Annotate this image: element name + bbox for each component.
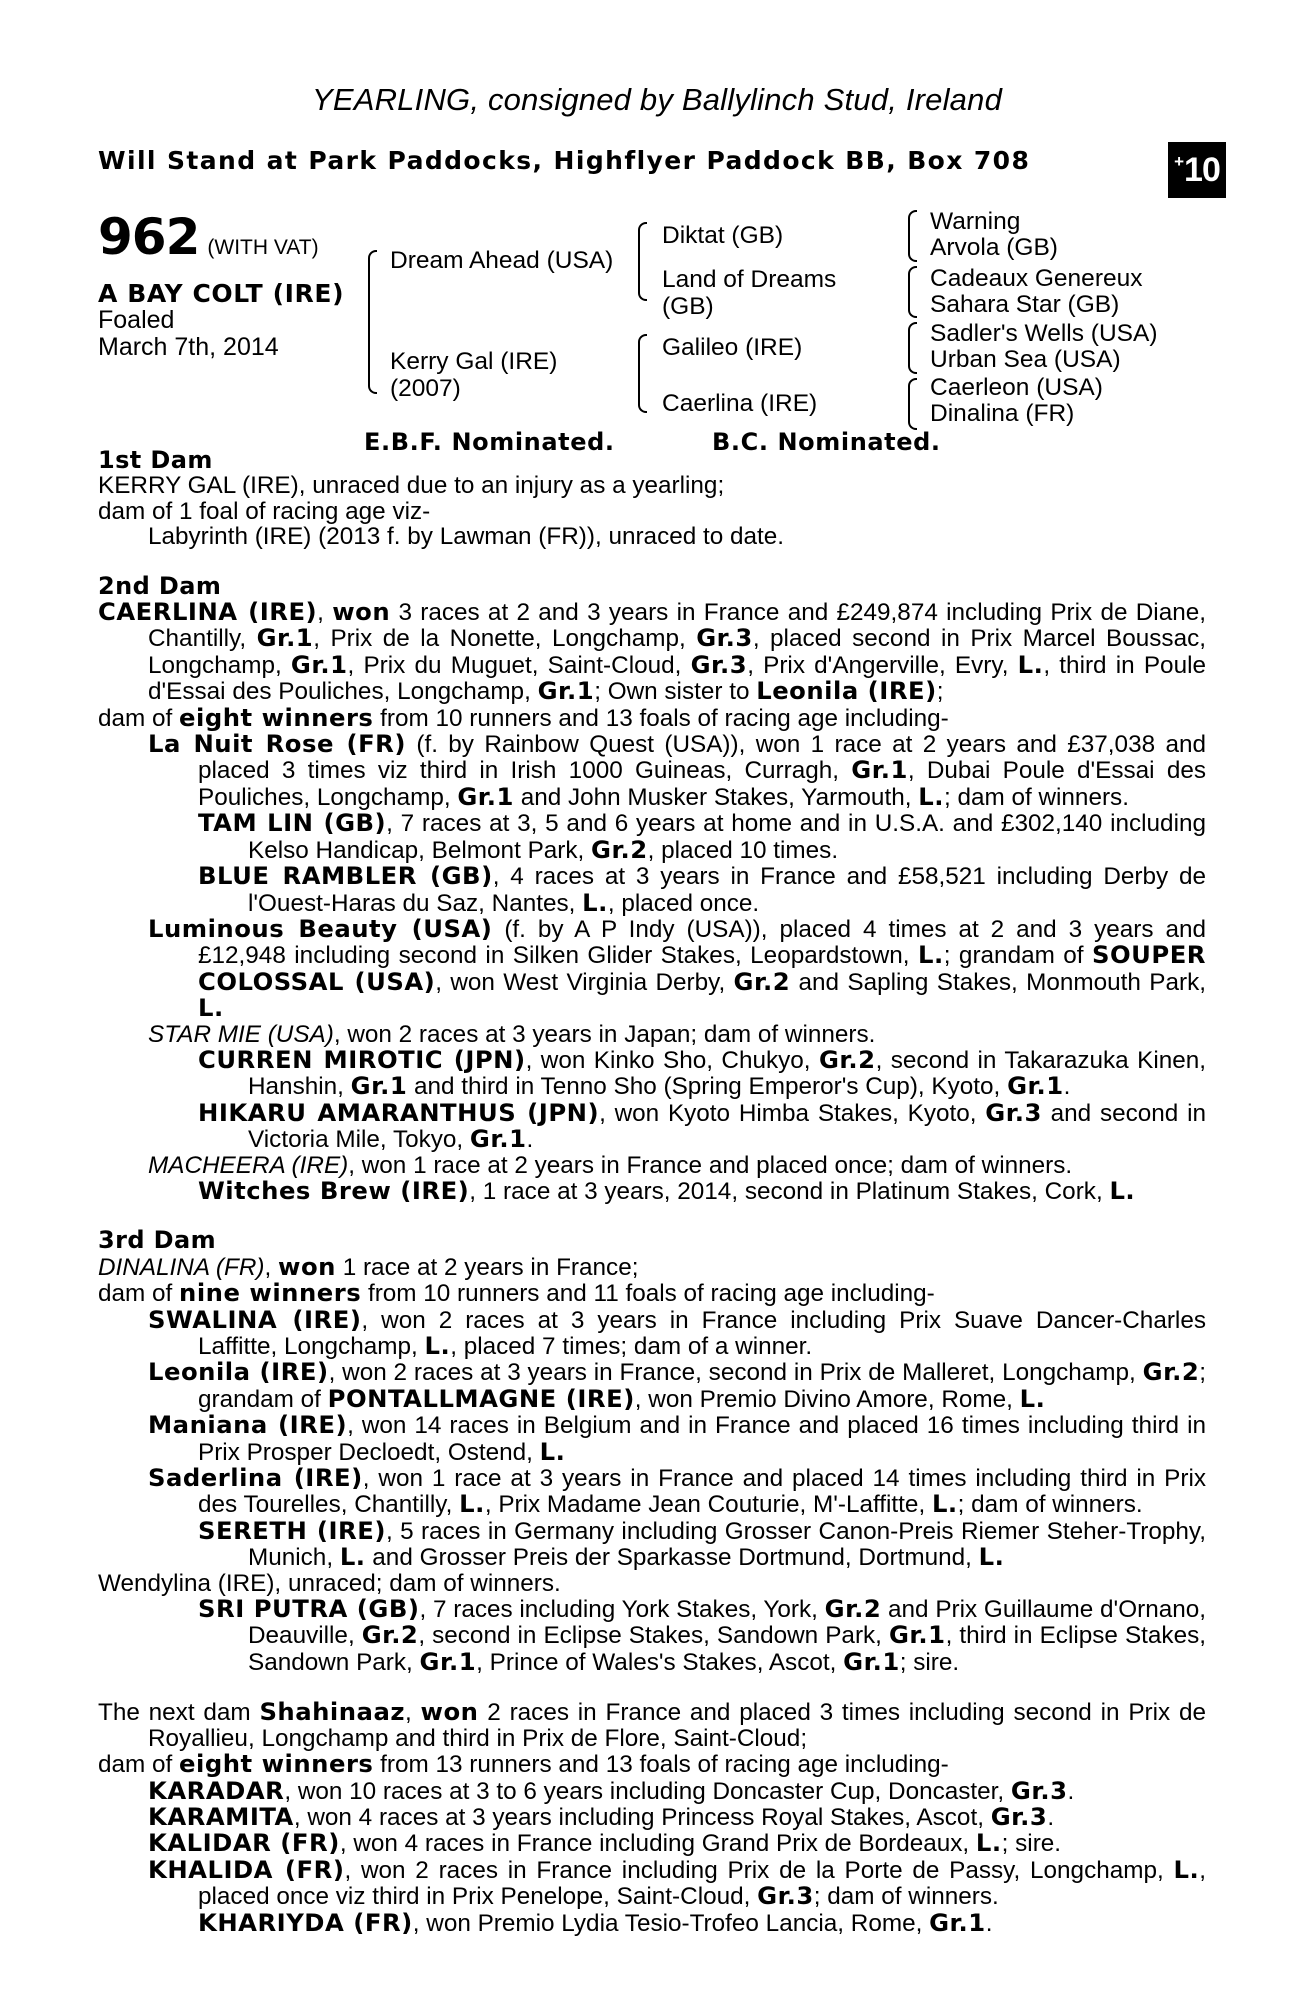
won-label: won: [332, 597, 391, 627]
pedigree-brace-ds: [908, 322, 917, 374]
produce-entry: KARAMITA, won 4 races at 3 years including Princess Royal Stakes, Ascot, Gr.3.: [148, 1801, 1055, 1831]
pedigree-dss: Sadler's Wells (USA): [930, 320, 1158, 347]
third-dam-heading: 3rd Dam: [98, 1226, 216, 1255]
horse-name: Luminous Beauty (USA): [148, 913, 493, 943]
produce-entry: MACHEERA (IRE), won 1 race at 2 years in France and placed once; dam of winners.: [148, 1151, 1073, 1179]
pedigree-sss: Warning: [930, 208, 1021, 235]
badge-number: 10: [1184, 150, 1220, 189]
pedigree-sdd: Sahara Star (GB): [930, 291, 1120, 318]
horse-name: PONTALLMAGNE (IRE): [327, 1383, 635, 1413]
produce-entry: Saderlina (IRE), won 1 race at 3 years in France and placed 14 times including third in Prix des Tourelles, Chantilly, L., Prix Madame Jean Couturie, M'-Laffitte, L.; dam of winners.: [148, 1463, 1206, 1519]
pedigree-dam-dam: Caerlina (IRE): [662, 390, 818, 417]
produce-entry: Wendylina (IRE), unraced; dam of winners.: [98, 1569, 561, 1597]
produce-entry: BLUE RAMBLER (GB), 4 races at 3 years in France and £58,521 including Derby de l'Ouest-Haras du Saz, Nantes, L., placed once.: [198, 861, 1206, 917]
pedigree-dam-line2: (2007): [390, 375, 461, 402]
produce-entry: HIKARU AMARANTHUS (JPN), won Kyoto Himba Stakes, Kyoto, Gr.3 and second in Victoria Mile, Tokyo, Gr.1.: [198, 1097, 1206, 1154]
stand-location: Will Stand at Park Paddocks, Highflyer Paddock BB, Box 708: [98, 146, 1031, 175]
page-badge: [1168, 142, 1226, 198]
horse-name: Witches Brew (IRE): [198, 1175, 470, 1205]
pedigree-brace-dd: [908, 378, 917, 430]
next-dam-entry: The next dam Shahinaaz, won 2 races in France and placed 3 times including second in Prix de Royallieu, Longchamp and third in Prix de Flore, Saint-Cloud;: [98, 1697, 1206, 1752]
pedigree-dsd: Urban Sea (USA): [930, 346, 1121, 373]
horse-name: SOUPER COLOSSAL (USA): [198, 940, 1206, 996]
horse-name: SRI PUTRA (GB): [198, 1594, 420, 1624]
produce-entry: Witches Brew (IRE), 1 race at 3 years, 2014, second in Platinum Stakes, Cork, L.: [198, 1175, 1136, 1205]
horse-name: HIKARU AMARANTHUS (JPN): [198, 1097, 600, 1127]
pedigree-brace-ss: [908, 210, 917, 262]
produce-entry: SRI PUTRA (GB), 7 races including York Stakes, York, Gr.2 and Prix Guillaume d'Ornano, Deauville, Gr.2, second in Eclipse Stakes, Sandown Park, Gr.1, third in Eclipse Stakes, Sandown Park, Gr.1, Prince of Wales's Stakes, Ascot, Gr.1; sire.: [198, 1594, 1206, 1676]
pedigree-dds: Caerleon (USA): [930, 374, 1103, 401]
badge-plus: +: [1174, 152, 1184, 171]
horse-name: Saderlina (IRE): [148, 1463, 363, 1493]
foaled-label: Foaled: [98, 306, 175, 334]
horse-name: STAR MIE (USA): [148, 1020, 334, 1048]
horse-name: BLUE RAMBLER (GB): [198, 861, 493, 891]
page-title: YEARLING, consigned by Ballylinch Stud, Ireland: [311, 82, 1003, 117]
produce-entry: SERETH (IRE), 5 races in Germany including Grosser Canon-Preis Riemer Steher-Trophy, Munich, L. and Grosser Preis der Sparkasse Dortmund, Dortmund, L.: [198, 1515, 1206, 1572]
horse-name: DINALINA (FR): [98, 1253, 265, 1281]
horse-name: CURREN MIROTIC (JPN): [198, 1044, 526, 1074]
produce-entry: TAM LIN (GB), 7 races at 3, 5 and 6 years at home and in U.S.A. and £302,140 including Kelso Handicap, Belmont Park, Gr.2, placed 10 times.: [198, 808, 1206, 864]
horse-name: TAM LIN (GB): [198, 808, 387, 838]
produce-entry: Maniana (IRE), won 14 races in Belgium and in France and placed 16 times including third in Prix Prosper Decloedt, Ostend, L.: [148, 1410, 1206, 1466]
foaled-date: March 7th, 2014: [98, 333, 279, 361]
lot-vat: (WITH VAT): [207, 236, 319, 259]
bc-nominated: B.C. Nominated.: [712, 428, 941, 456]
pedigree-dam-sire: Galileo (IRE): [662, 334, 803, 361]
first-dam-line3: Labyrinth (IRE) (2013 f. by Lawman (FR)), unraced to date.: [148, 523, 785, 551]
produce-entry: SWALINA (IRE), won 2 races at 3 years in France including Prix Suave Dancer-Charles Laffitte, Longchamp, L., placed 7 times; dam of a winner.: [148, 1304, 1206, 1360]
lot-number: 962: [98, 208, 200, 266]
pedigree-brace-dam: [638, 334, 647, 413]
horse-name: La Nuit Rose (FR): [148, 729, 406, 759]
horse-name: Maniana (IRE): [148, 1410, 348, 1440]
first-dam-line2: dam of 1 foal of racing age viz-: [98, 497, 431, 525]
pedigree-brace-sire: [638, 222, 647, 301]
second-dam-produce-intro: dam of eight winners from 10 runners and 13 foals of racing age including-: [98, 702, 949, 732]
ebf-nominated: E.B.F. Nominated.: [364, 428, 615, 456]
produce-entry: STAR MIE (USA), won 2 races at 3 years in Japan; dam of winners.: [148, 1020, 876, 1048]
horse-name: MACHEERA (IRE): [148, 1151, 349, 1179]
horse-name: KARADAR: [148, 1775, 285, 1805]
pedigree-sire: Dream Ahead (USA): [390, 247, 614, 274]
produce-entry: Leonila (IRE), won 2 races at 3 years in France, second in Prix de Malleret, Longchamp, Gr.2; grandam of PONTALLMAGNE (IRE), won Premio Divino Amore, Rome, L.: [148, 1357, 1206, 1413]
horse-name: SERETH (IRE): [198, 1515, 386, 1545]
horse-name: Leonila (IRE): [148, 1357, 329, 1387]
produce-entry: KALIDAR (FR), won 4 races in France including Grand Prix de Bordeaux, L.; sire.: [148, 1828, 1062, 1858]
produce-entry: CURREN MIROTIC (JPN), won Kinko Sho, Chukyo, Gr.2, second in Takarazuka Kinen, Hanshin, Gr.1 and third in Tenno Sho (Spring Emperor's Cup), Kyoto, Gr.1.: [198, 1044, 1207, 1101]
third-dam-produce-intro: dam of nine winners from 10 runners and 11 foals of racing age including-: [98, 1278, 935, 1308]
horse-name: Shahinaaz: [259, 1697, 405, 1727]
horse-name: KHARIYDA (FR): [198, 1907, 413, 1937]
second-dam-entry: CAERLINA (IRE), won 3 races at 2 and 3 years in France and £249,874 including Prix de Diane, Chantilly, Gr.1, Prix de la Nonette, Longchamp, Gr.3, placed second in Prix Marcel Boussac, Longchamp, Gr.1, Prix du Muguet, Saint-Cloud, Gr.3, Prix d'Angerville, Evry, L., third in Poule d'Essai des Pouliches, Longchamp, Gr.1; Own sister to Leonila (IRE);: [98, 597, 1206, 706]
pedigree-body: [98, 448, 1206, 1936]
third-dam-entry: DINALINA (FR), won 1 race at 2 years in France;: [98, 1251, 639, 1281]
produce-entry: KHARIYDA (FR), won Premio Lydia Tesio-Trofeo Lancia, Rome, Gr.1.: [198, 1907, 993, 1937]
produce-entry: Luminous Beauty (USA) (f. by A P Indy (USA)), placed 4 times at 2 and 3 years and £12,948 including second in Silken Glider Stakes, Leopardstown, L.; grandam of SOUPER COLOSSAL (USA), won West Virginia Derby, Gr.2 and Sapling Stakes, Monmouth Park, L.: [148, 913, 1206, 1023]
second-dam-heading: 2nd Dam: [98, 571, 222, 600]
first-dam-heading: 1st Dam: [98, 446, 213, 474]
pedigree-brace-sd: [908, 266, 917, 318]
horse-name: Leonila (IRE): [756, 676, 937, 706]
pedigree-sire-dam-line1: Land of Dreams: [662, 266, 837, 293]
first-dam-line1: KERRY GAL (IRE), unraced due to an injury as a yearling;: [98, 472, 725, 500]
pedigree-brace-main: [368, 250, 377, 394]
pedigree-ddd: Dinalina (FR): [930, 400, 1075, 427]
produce-entry: La Nuit Rose (FR) (f. by Rainbow Quest (USA)), won 1 race at 2 years and £37,038 and placed 3 times viz third in Irish 1000 Guineas, Curragh, Gr.1, Dubai Poule d'Essai des Pouliches, Longchamp, Gr.1 and John Musker Stakes, Yarmouth, L.; dam of winners.: [148, 729, 1206, 811]
pedigree-sds: Cadeaux Genereux: [930, 265, 1143, 292]
next-dam-produce-intro: dam of eight winners from 13 runners and 13 foals of racing age including-: [98, 1749, 949, 1779]
horse-name: KARAMITA: [148, 1801, 294, 1831]
pedigree-sire-dam-line2: (GB): [662, 293, 714, 320]
pedigree-sire-sire: Diktat (GB): [662, 222, 784, 249]
pedigree-ssd: Arvola (GB): [930, 234, 1058, 261]
lot-number-block: [98, 208, 319, 266]
produce-entry: KARADAR, won 10 races at 3 to 6 years including Doncaster Cup, Doncaster, Gr.3.: [148, 1775, 1075, 1805]
pedigree-dam-line1: Kerry Gal (IRE): [390, 348, 558, 375]
horse-name: KALIDAR (FR): [148, 1828, 340, 1858]
produce-entry: KHALIDA (FR), won 2 races in France including Prix de la Porte de Passy, Longchamp, L., placed once viz third in Prix Penelope, Saint-Cloud, Gr.3; dam of winners.: [148, 1854, 1206, 1911]
horse-name: KHALIDA (FR): [148, 1854, 345, 1884]
horse-name: SWALINA (IRE): [148, 1304, 362, 1334]
horse-title: A BAY COLT (IRE): [98, 279, 345, 308]
horse-name: CAERLINA (IRE): [98, 597, 318, 627]
